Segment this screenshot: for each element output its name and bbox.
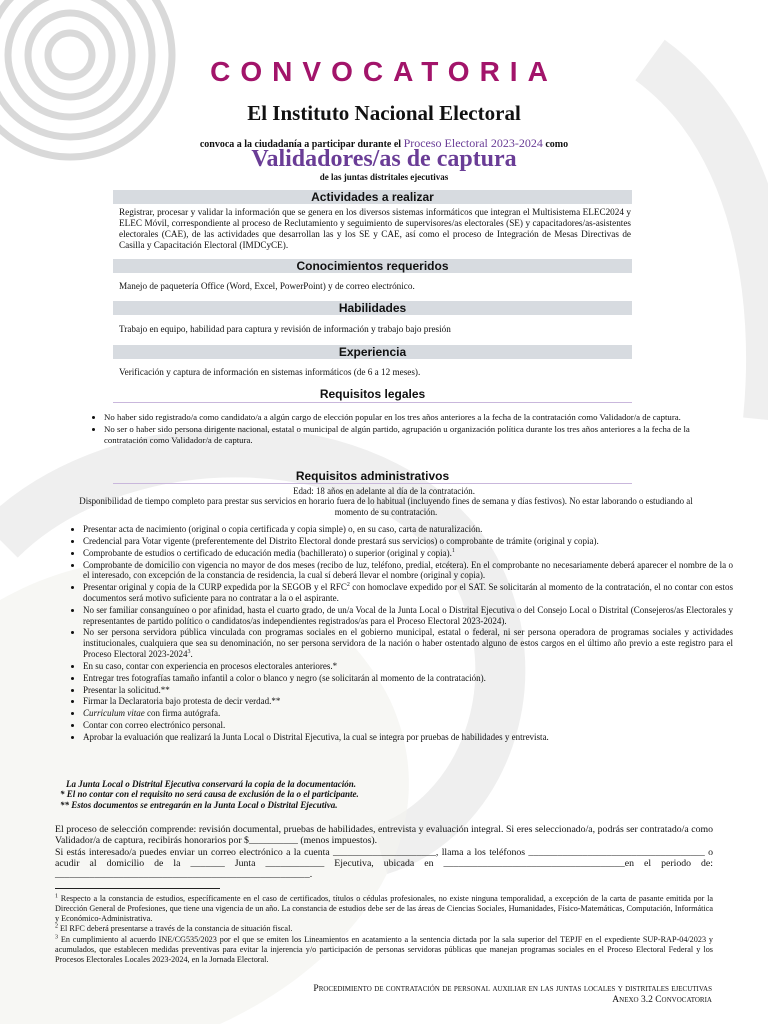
list-item-text: Comprobante de estudios o certificado de educación media (bachillerato) o superior (original y copia). xyxy=(83,547,452,558)
list-item: • Presentar la solicitud.** xyxy=(83,685,733,696)
role-subtitle: de las juntas distritales ejecutivas xyxy=(319,172,449,182)
experience-text: Verificación y captura de información en sistemas informáticos (de 6 a 12 meses). xyxy=(119,367,421,377)
list-item: • Contar con correo electrónico personal. xyxy=(83,720,733,731)
footnote-ref: 1 xyxy=(451,547,455,554)
footnote-number: 2 xyxy=(55,923,58,930)
list-item: • Entregar tres fotografías tamaño infantil a color o blanco y negro (se solicitarán al momento de la contratación). xyxy=(83,673,733,684)
process-name: Proceso Electoral 2023-2024 xyxy=(403,136,543,150)
skills-text: Trabajo en equipo, habilidad para captura y revisión de información y trabajo bajo presión xyxy=(119,324,451,334)
footnote xyxy=(55,935,713,964)
footnote xyxy=(55,894,713,923)
admin-divider xyxy=(113,483,632,484)
note-line: * El no contar con el requisito no será causa de exclusión de la o el participante. xyxy=(60,789,359,800)
footer-line: Anexo 3.2 Convocatoria xyxy=(612,995,712,1005)
list-item: • En su caso, contar con experiencia en procesos electorales anteriores.* xyxy=(83,661,733,672)
invite-suffix: como xyxy=(545,139,569,150)
age-requirement: Edad: 18 años en adelante al día de la contratación. xyxy=(293,486,475,496)
activities-text: Registrar, procesar y validar la información que se genera en los diversos sistemas informáticos que integran el Multisistema ELEC2024 y ELEC Móvil, correspondiente al proceso de Reclutamiento y seguimiento de supervisores/as electorales (SE) y capacitadores/as-asistentes electorales (CAE), de las actividades que desarrollan las y los SE y CAE, así como el proceso de Integración de Mesas Directivas de Casilla y Capacitación Electoral (IMDCyCE). xyxy=(119,207,631,250)
list-item: • No ser persona servidora pública vinculada con programas sociales en el gobierno municipal, estatal o federal, ni ser persona operadora de programas sociales y actividades institucionales, cualquiera que sea su denominación, no ser persona servidora de la nación o haber ostentado alguno de estos cargos en el último año previo a este registro para el Proceso Electoral 2023-2024$^3$. xyxy=(83,627,733,659)
footnote-number: 1 xyxy=(55,893,58,900)
selection-process xyxy=(55,824,713,880)
experience-heading: Experiencia xyxy=(113,345,632,359)
list-item: • No ser familiar consanguíneo o por afinidad, hasta el cuarto grado, de un/a Vocal de la Junta Local o Distrital Ejecutiva o del Consejo Local o Distrital (Consejeros/as Electorales y representantes de partido político o candidatos/as independientes registrados/as para el Proceso Electoral 2023-2024). xyxy=(83,605,733,626)
list-item-text: No ser persona servidora pública vinculada con programas sociales en el gobierno municipal, estatal o federal, ni ser persona operadora de programas sociales y actividades institucionales, cualquiera que sea su denominación, no ser persona servidora de la nación o haber ostentado alguno de estos cargos en el último año previo a este registro para el Proceso Electoral 2023-2024 xyxy=(83,627,733,659)
knowledge-heading: Conocimientos requeridos xyxy=(113,259,632,273)
legal-requirements-list xyxy=(82,412,729,447)
list-item: • No haber sido registrado/a como candidato/a a algún cargo de elección popular en los tres años anteriores a la fecha de la contratación como Validador/a de captura. xyxy=(104,412,729,422)
document-footer xyxy=(300,984,712,1006)
footnote-ref: 3 xyxy=(187,648,191,655)
availability-requirement: Disponibilidad de tiempo completo para prestar sus servicios en horario fuera de lo habitual (incluyendo fines de semana y días festivos). No estar laborando o estudiando al momento de su contratación. xyxy=(79,496,693,517)
list-item xyxy=(83,548,733,559)
contact-paragraph: Si estás interesado/a puedes enviar un correo electrónico a la cuenta _____________________, llama a los teléfonos ____________________________________ o acudir al domicilio de la _______ Junta ____________ Ejecutiva, ubicada en _____________________________________en el periodo de: ____________________________________________________. xyxy=(55,846,713,881)
footnote-text: Respecto a la constancia de estudios, específicamente en el caso de certificados, títulos o cédulas profesionales, no existe ninguna temporalidad, a excepción de la carta de pasante emitida por la Dirección General de Profesiones, que tiene una vigencia de un año. La constancia de estudios debe ser de las áreas de Ciencias Sociales, Humanidades, Físico-Matemáticas, Computación, Informática y Económico-Administrativa. xyxy=(55,894,714,923)
list-item: • No ser o haber sido persona dirigente nacional, estatal o municipal de algún partido, agrupación u organización política durante los tres años anteriores a la fecha de la contratación como Validador/a de captura. xyxy=(104,424,729,445)
list-item: • Comprobante de domicilio con vigencia no mayor de dos meses (recibo de luz, teléfono, predial, etcétera). En el comprobante no necesariamente deberá aparecer el nombre de la o el interesado, con excepción de la constancia de residencia, la cual sí deberá llevar el nombre (original y copia). xyxy=(83,560,733,581)
list-item: • Presentar acta de nacimiento (original o copia certificada y copia simple) o, en su caso, carta de naturalización. xyxy=(83,524,733,535)
footnote xyxy=(55,924,713,934)
footnote-divider xyxy=(55,888,220,889)
admin-heading: Requisitos administrativos xyxy=(295,469,450,483)
institute-name: El Instituto Nacional Electoral xyxy=(247,101,521,125)
footer-line: Procedimiento de contratación de personal auxiliar en las juntas locales y distritales ejecutivas xyxy=(313,984,712,994)
footnote-text: En cumplimiento al acuerdo INE/CG535/2023 por el que se emiten los Lineamientos en acatamiento a la sentencia dictada por la sala superior del TEPJF en el expediente SUP-RAP-04/2023 y acumulados, que establecen medidas preventivas para evitar la injerencia y/o participación de personas servidoras públicas que manejan programas sociales en el Proceso Electoral Federal y los Procesos Electorales Locales 2023-2024, en la Jornada Electoral. xyxy=(55,935,714,964)
legal-heading: Requisitos legales xyxy=(319,387,426,401)
list-item-text: con firma autógrafa. xyxy=(144,708,221,719)
knowledge-text: Manejo de paquetería Office (Word, Excel, PowerPoint) y de correo electrónico. xyxy=(119,281,415,291)
activities-heading: Actividades a realizar xyxy=(113,190,632,204)
list-item-text: Presentar original y copia de la CURP expedida por la SEGOB y el RFC xyxy=(83,582,347,593)
admin-requirements-list xyxy=(62,524,733,744)
list-item: • Aprobar la evaluación que realizará la Junta Local o Distrital Ejecutiva, la cual se integra por pruebas de habilidades y entrevista. xyxy=(83,732,733,743)
list-item-text: con homoclave expedido por el SAT. Se solicitarán al momento de la contratación, el no contar con estos documentos será motivo suficiente para no contratar a la o el aspirante. xyxy=(83,582,734,603)
list-item: • Firmar la Declaratoria bajo protesta de decir verdad.** xyxy=(83,696,733,707)
list-item xyxy=(83,582,733,603)
process-paragraph: El proceso de selección comprende: revisión documental, pruebas de habilidades, entrevista y evaluación integral. Si eres seleccionado/a, podrás ser contratado/a como Validador/a de captura, recibirás honorarios por $__________ (menos impuestos). xyxy=(55,824,713,847)
invite-prefix: convoca a la ciudadanía a participar durante el xyxy=(199,139,402,150)
footnotes xyxy=(55,894,713,966)
note-line: La Junta Local o Distrital Ejecutiva conservará la copia de la documentación. xyxy=(66,779,356,789)
footnote-ref: 2 xyxy=(346,582,350,589)
list-item xyxy=(83,708,733,719)
requirement-notes xyxy=(60,779,660,810)
list-item: • Credencial para Votar vigente (preferentemente del Distrito Electoral donde prestará sus servicios) o comprobante de trámite (original y copia). xyxy=(83,536,733,547)
list-item-text: Curriculum vitae xyxy=(83,708,145,719)
document-title: CONVOCATORIA xyxy=(210,56,558,87)
footnote-number: 3 xyxy=(55,934,58,941)
footnote-text: El RFC deberá presentarse a través de la constancia de situación fiscal. xyxy=(60,924,293,934)
note-line: ** Estos documentos se entregarán en la Junta Local o Distrital Ejecutiva. xyxy=(60,799,338,810)
role-title: Validadores/as de captura xyxy=(251,146,517,172)
legal-divider xyxy=(113,402,632,403)
skills-heading: Habilidades xyxy=(113,301,632,315)
